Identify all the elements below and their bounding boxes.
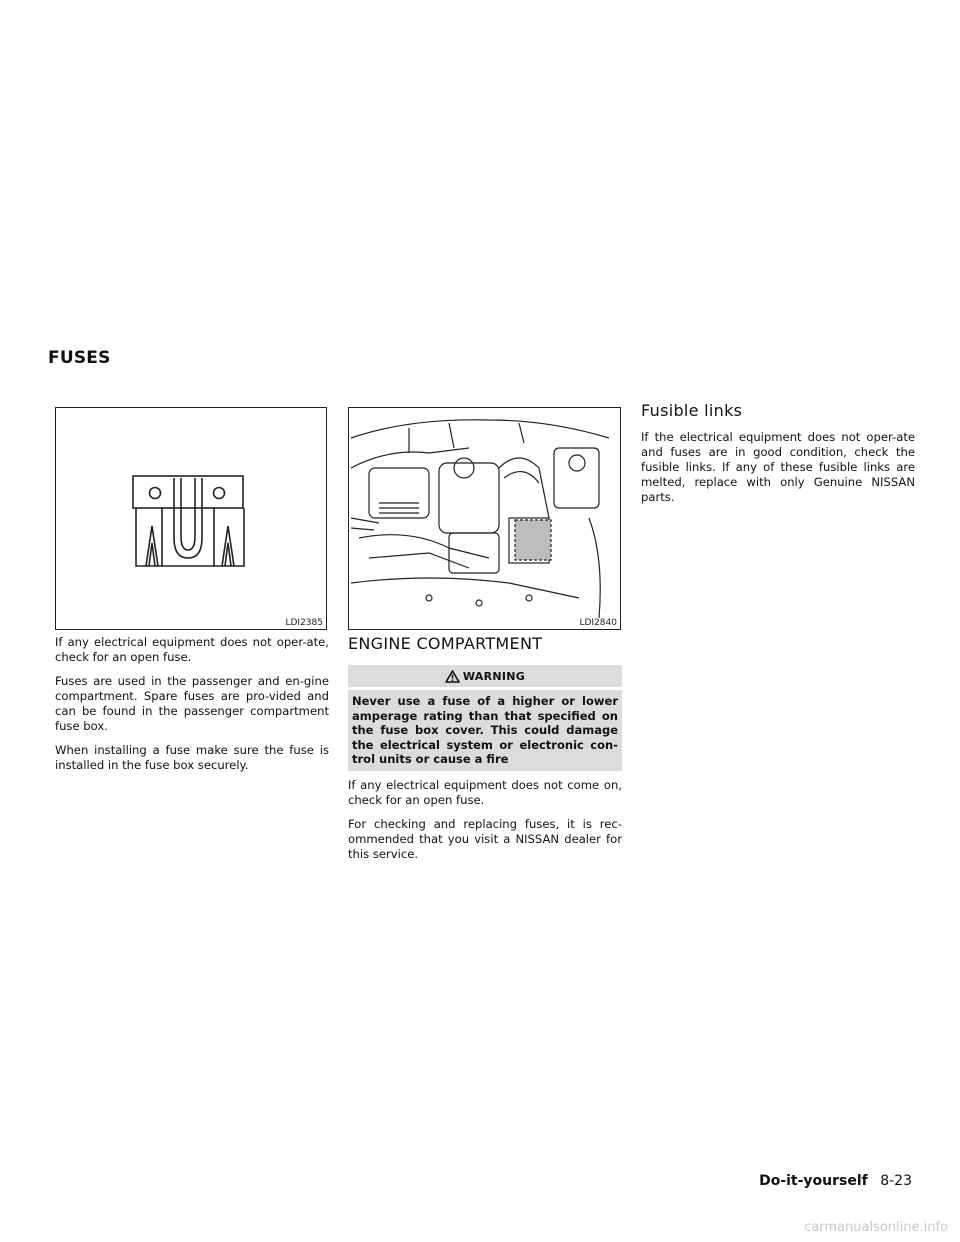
section-title: FUSES — [48, 348, 111, 368]
watermark: carmanualsonline.info — [804, 1220, 948, 1235]
page-footer — [759, 1173, 912, 1189]
warning-text: Never use a fuse of a higher or lower amperage rating than that specified on the fuse box cover. This could damage the electrical system or electronic con-trol units or cause a fire — [348, 690, 622, 771]
paragraph: Fuses are used in the passenger and en-gine compartment. Spare fuses are pro-vided and can be found in the passenger compartment fuse box. — [55, 674, 329, 733]
warning-label: WARNING — [462, 669, 526, 683]
column-3 — [641, 403, 915, 514]
figure-code: LDI2385 — [285, 618, 323, 628]
warning-box — [348, 665, 622, 771]
column-2 — [348, 636, 622, 871]
paragraph: For checking and replacing fuses, it is rec-ommended that you visit a NISSAN dealer for this service. — [348, 816, 622, 861]
paragraph: If any electrical equipment does not come on, check for an open fuse. — [348, 777, 622, 807]
paragraph: If any electrical equipment does not oper-ate, check for an open fuse. — [55, 635, 329, 664]
paragraph: If the electrical equipment does not oper-ate and fuses are in good condition, check the fusible links. If any of these fusible links are melted, replace with only Genuine NISSAN parts. — [641, 430, 915, 504]
paragraph: When installing a fuse make sure the fuse is installed in the fuse box securely. — [55, 743, 329, 772]
warning-header — [348, 665, 622, 687]
page-number: 8-23 — [880, 1173, 912, 1189]
figure-code: LDI2840 — [579, 618, 617, 628]
fuse-figure — [55, 407, 327, 630]
engine-illustration — [349, 408, 620, 629]
warning-icon — [445, 670, 460, 683]
engine-compartment-heading: ENGINE COMPARTMENT — [348, 634, 543, 653]
fuse-illustration — [56, 408, 326, 629]
fusible-links-heading: Fusible links — [641, 401, 743, 420]
fusible-link-highlight — [515, 520, 551, 560]
engine-figure — [348, 407, 621, 630]
footer-section: Do-it-yourself — [759, 1173, 868, 1189]
column-1 — [55, 635, 329, 782]
